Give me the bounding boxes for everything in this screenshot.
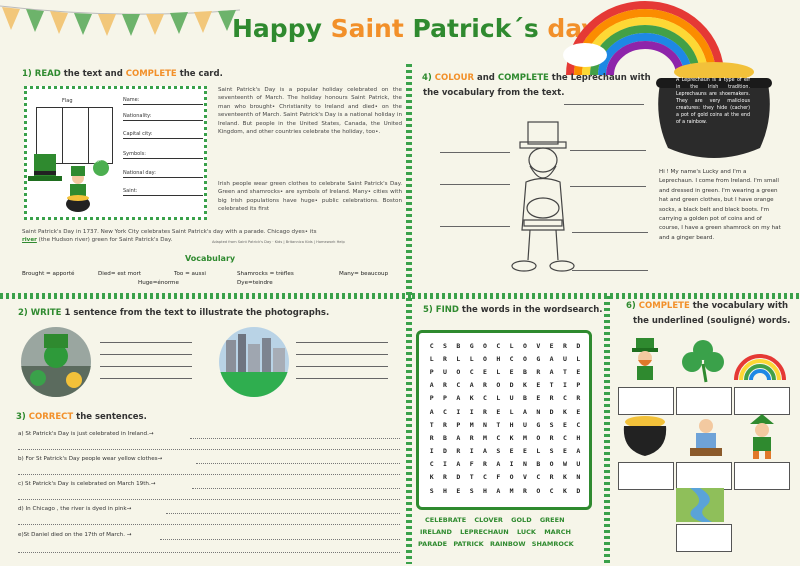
leprechaun-text: Hi ! My name's Lucky and I'm a Leprechaun. I come from Ireland. I'm small and dressed in green. I'm wearing a green hat and green clothes, but I have orange socks, a black belt and black boots. I'm carrying a golden pot of coins and of course, I have a green shamrock on my hat and a ginger beard. (659, 169, 781, 241)
wordsearch-cell[interactable]: K (562, 473, 567, 482)
answer-line[interactable] (296, 342, 388, 343)
wordsearch-grid[interactable] (416, 330, 592, 510)
wordsearch-cell[interactable]: K (469, 394, 474, 403)
answer-line[interactable] (296, 378, 388, 379)
wordsearch-row (425, 445, 585, 458)
wordsearch-cell[interactable]: E (509, 447, 514, 456)
divider (0, 293, 412, 299)
pot-of-gold-small-icon (620, 414, 670, 458)
section5-heading: 5) FIND the words in the wordsearch. (423, 305, 603, 315)
wordsearch-cell[interactable]: V (523, 473, 527, 482)
wordsearch-cell[interactable]: K (429, 473, 434, 482)
wordsearch-cell[interactable]: O (483, 341, 487, 350)
wordsearch-cell[interactable]: N (576, 473, 581, 482)
wordsearch-cell[interactable]: P (429, 367, 434, 376)
section4-heading-line2: the vocabulary from the text. (423, 88, 565, 98)
wordsearch-cell[interactable]: R (443, 354, 447, 363)
wordsearch-cell[interactable]: E (456, 486, 461, 495)
wordsearch-cell[interactable]: L (496, 367, 501, 376)
wordsearch-cell[interactable]: E (562, 447, 567, 456)
wordsearch-cell[interactable]: K (523, 381, 527, 390)
wordsearch-cell[interactable]: S (443, 341, 447, 350)
wordsearch-cell[interactable]: M (509, 486, 514, 495)
wordlist-row: IRELAND LEPRECHAUN LUCK MARCH (420, 528, 571, 536)
wordsearch-cell[interactable]: C (429, 341, 434, 350)
wordsearch-cell[interactable]: A (549, 367, 554, 376)
wordsearch-cell[interactable]: R (536, 367, 541, 376)
river-icon (676, 488, 724, 522)
wordsearch-cell[interactable]: H (443, 486, 447, 495)
wordsearch-cell[interactable]: U (443, 367, 447, 376)
wordsearch-cell[interactable]: C (549, 486, 554, 495)
chicago-river-photo (218, 326, 290, 398)
wordsearch-cell[interactable]: P (443, 394, 447, 403)
leprechaun-outline (506, 120, 586, 280)
wordsearch-cell[interactable]: I (469, 407, 474, 416)
section3-heading: 3) CORRECT the sentences. (16, 412, 147, 422)
wordsearch-row (425, 379, 585, 392)
wordsearch-cell[interactable]: A (456, 433, 461, 442)
wordsearch-cell[interactable]: A (523, 407, 527, 416)
reading-text-3: Saint Patrick's Day in 1737. New York City celebrates Saint Patrick's day with a parade. Chicago dyes• its (22, 229, 317, 235)
answer-line[interactable] (100, 354, 192, 355)
wordsearch-cell[interactable]: L (469, 354, 474, 363)
leprechaun-icon (624, 338, 666, 384)
wordsearch-cell[interactable]: R (443, 381, 447, 390)
wordsearch-cell[interactable]: D (576, 486, 581, 495)
wordsearch-cell[interactable]: O (549, 460, 554, 469)
card-saint-field: Saint: (123, 188, 203, 196)
wordsearch-cell[interactable]: C (429, 460, 434, 469)
wordsearch-cell[interactable]: A (549, 354, 554, 363)
wordsearch-cell[interactable]: R (456, 447, 461, 456)
wordsearch-cell[interactable]: I (469, 447, 474, 456)
correct-item: b) For St Patrick's Day people wear yellow clothes→ (18, 456, 163, 462)
wordsearch-cell[interactable]: K (509, 433, 514, 442)
wordsearch-cell[interactable]: B (536, 460, 541, 469)
wordsearch-cell[interactable]: A (483, 447, 487, 456)
vocab-box[interactable] (618, 462, 674, 490)
wordsearch-cell[interactable]: V (536, 341, 541, 350)
wordsearch-cell[interactable]: I (443, 460, 447, 469)
wordsearch-cell[interactable]: T (549, 381, 554, 390)
rainbow-icon (732, 348, 788, 380)
wordsearch-cell[interactable]: R (443, 420, 447, 429)
wordsearch-cell[interactable]: B (456, 341, 461, 350)
divider (604, 296, 610, 564)
wordsearch-cell[interactable]: L (496, 394, 501, 403)
wordsearch-cell[interactable]: K (562, 486, 567, 495)
wordsearch-cell[interactable]: U (509, 394, 514, 403)
wordsearch-row (425, 418, 585, 431)
wordsearch-cell[interactable]: C (576, 420, 581, 429)
wordsearch-cell[interactable]: E (523, 447, 527, 456)
wordsearch-cell[interactable]: I (509, 460, 514, 469)
wordsearch-cell[interactable]: F (496, 473, 501, 482)
source-credit: Adapted from Saint Patrick's Day · Kids | Britannica Kids | Homework Help (212, 240, 345, 244)
wordsearch-cell[interactable]: C (496, 341, 501, 350)
wordsearch-cell[interactable]: B (523, 394, 527, 403)
wordsearch-cell[interactable]: O (523, 354, 527, 363)
correct-item: c) St Patrick's Day is celebrated on March 19th.→ (18, 481, 156, 487)
bunting-decoration (0, 0, 240, 48)
shamrock-icon (680, 338, 726, 384)
wordsearch-cell[interactable]: N (536, 407, 541, 416)
wordsearch-cell[interactable]: P (576, 381, 581, 390)
wordlist-row: PARADE PATRICK RAINBOW SHAMROCK (418, 540, 574, 548)
wordsearch-cell[interactable]: D (456, 473, 461, 482)
label-line[interactable] (564, 104, 644, 105)
wordsearch-cell[interactable]: N (523, 460, 527, 469)
answer-line[interactable] (196, 463, 400, 464)
wordsearch-cell[interactable]: T (469, 473, 474, 482)
wordsearch-cell[interactable]: C (562, 433, 567, 442)
wordsearch-cell[interactable]: H (509, 420, 514, 429)
wordsearch-cell[interactable]: H (483, 486, 487, 495)
card-name-field: Name: (123, 97, 203, 105)
wordsearch-cell[interactable]: F (469, 460, 474, 469)
section1-heading: 1) READ the text and COMPLETE the card. (22, 69, 223, 79)
wordsearch-cell[interactable]: U (562, 354, 567, 363)
wordsearch-cell[interactable]: E (549, 341, 554, 350)
wordsearch-cell[interactable]: M (523, 433, 527, 442)
answer-line[interactable] (100, 366, 192, 367)
wordsearch-cell[interactable]: L (429, 354, 434, 363)
vocab-item: Many= beaucoup (339, 271, 389, 277)
wordsearch-cell[interactable]: S (469, 486, 474, 495)
wordsearch-cell[interactable]: L (509, 341, 514, 350)
correct-item: e)St Daniel died on the 17th of March. → (18, 532, 132, 538)
section6-heading: 6) COMPLETE the vocabulary with (626, 301, 789, 311)
wordsearch-cell[interactable]: S (549, 420, 554, 429)
wordsearch-cell[interactable]: O (509, 473, 514, 482)
wordsearch-cell[interactable]: G (536, 354, 541, 363)
shoemaker-icon (684, 416, 728, 460)
parade-photo (20, 326, 92, 398)
wordsearch-cell[interactable]: D (576, 341, 581, 350)
wordsearch-cell[interactable]: I (429, 447, 434, 456)
card-flag-label: Flag (62, 98, 73, 104)
wordsearch-cell[interactable]: E (496, 407, 501, 416)
wordsearch-cell[interactable]: A (456, 394, 461, 403)
wordsearch-cell[interactable]: C (562, 394, 567, 403)
wordsearch-cell[interactable]: K (562, 407, 567, 416)
wordsearch-cell[interactable]: E (509, 367, 514, 376)
wordsearch-row (425, 484, 585, 497)
wordsearch-cell[interactable]: D (509, 381, 514, 390)
vocab-item: Huge=énorme (138, 280, 179, 286)
vocab-box[interactable] (676, 462, 732, 490)
wordsearch-cell[interactable]: L (456, 354, 461, 363)
wordsearch-cell[interactable]: C (496, 433, 501, 442)
wordsearch-cell[interactable]: I (562, 381, 567, 390)
correct-item: a) St Patrick's Day is just celebrated in Ireland.→ (18, 431, 154, 437)
label-line[interactable] (570, 150, 646, 151)
vocab-box[interactable] (618, 387, 674, 415)
wordsearch-cell[interactable]: B (443, 433, 447, 442)
wordsearch-cell[interactable]: L (536, 447, 541, 456)
wordsearch-cell[interactable]: A (429, 407, 434, 416)
wordsearch-cell[interactable]: R (549, 433, 554, 442)
vocab-item: Dye=teindre (237, 280, 273, 286)
card-national-day-field: National day: (123, 170, 203, 178)
wordsearch-cell[interactable]: E (576, 407, 581, 416)
wordsearch-cell[interactable]: E (576, 367, 581, 376)
wordsearch-cell[interactable]: D (443, 447, 447, 456)
answer-line[interactable] (18, 449, 400, 450)
wordsearch-cell[interactable]: I (456, 407, 461, 416)
wordsearch-row (425, 365, 585, 378)
wordsearch-row (425, 458, 585, 471)
wordsearch-row (425, 339, 585, 352)
wordsearch-cell[interactable]: T (496, 420, 501, 429)
answer-line[interactable] (166, 513, 400, 514)
wordsearch-cell[interactable]: C (469, 367, 474, 376)
vocabulary-title: Vocabulary (185, 254, 236, 263)
wordlist-row: CELEBRATE CLOVER GOLD GREEN (425, 516, 565, 524)
answer-line[interactable] (296, 354, 388, 355)
vocab-box[interactable] (676, 524, 732, 552)
label-line[interactable] (440, 152, 510, 153)
wordsearch-cell[interactable]: C (456, 381, 461, 390)
wordsearch-cell[interactable]: R (483, 407, 487, 416)
wordsearch-cell[interactable]: A (496, 460, 501, 469)
lucky-label: Lucky (92, 154, 109, 166)
wordsearch-row (425, 471, 585, 484)
wordsearch-cell[interactable]: O (496, 381, 501, 390)
wordsearch-cell[interactable]: B (523, 367, 527, 376)
label-line[interactable] (440, 184, 510, 185)
wordsearch-cell[interactable]: E (536, 381, 541, 390)
wordsearch-cell[interactable]: D (549, 407, 554, 416)
vocab-item: Brought = apporté (22, 271, 75, 277)
label-line[interactable] (572, 270, 648, 271)
wordsearch-cell[interactable]: E (536, 394, 541, 403)
reading-text-2: Irish people wear green clothes to celebrate Saint Patrick's Day. Green and shamrocks• are symbols of Ireland. Many• cities with big Irish populations have huge• public celebrations. Boston celebrated its first (218, 181, 402, 213)
wordsearch-cell[interactable]: W (562, 460, 567, 469)
wordsearch-cell[interactable]: C (483, 394, 487, 403)
wordsearch-cell[interactable]: R (576, 394, 581, 403)
vocab-item: Shamrocks = trèfles (237, 271, 294, 277)
wordsearch-cell[interactable]: C (509, 354, 514, 363)
wordsearch-row (425, 431, 585, 444)
wordsearch-cell[interactable]: O (536, 433, 541, 442)
label-line[interactable] (572, 232, 648, 233)
wordsearch-cell[interactable]: M (483, 433, 487, 442)
wordsearch-cell[interactable]: O (456, 367, 461, 376)
wordsearch-cell[interactable]: R (483, 381, 487, 390)
wordsearch-cell[interactable]: O (523, 341, 527, 350)
answer-line[interactable] (18, 499, 400, 500)
answer-line[interactable] (18, 524, 400, 525)
wordsearch-cell[interactable]: A (429, 381, 434, 390)
wordsearch-cell[interactable]: C (483, 473, 487, 482)
wordsearch-cell[interactable]: U (523, 420, 527, 429)
wordsearch-cell[interactable]: A (456, 460, 461, 469)
pot-text: A Leprechaun is a type of elf in the Irish tradition. Leprechauns are shoemakers. They are very malicious creatures: they hide (cacher) a pot of gold coins at the end of a rainbow. (676, 78, 750, 125)
section6-heading-line2: the underlined (souligné) words. (633, 316, 791, 326)
wordsearch-cell[interactable]: C (536, 473, 541, 482)
wordsearch-cell[interactable]: L (509, 407, 514, 416)
wordsearch-cell[interactable]: R (429, 433, 434, 442)
wordsearch-cell[interactable]: G (536, 420, 541, 429)
wordsearch-cell[interactable]: O (483, 354, 487, 363)
label-line[interactable] (440, 226, 510, 227)
correct-item: d) In Chicago , the river is dyed in pink→ (18, 506, 132, 512)
vocab-box[interactable] (734, 387, 790, 415)
card-symbols-field: Symbols: (123, 151, 203, 159)
reading-text: Saint Patrick's Day is a popular holiday celebrated on the seventeenth of March. The holiday honours Saint Patrick, the man who brought• Christianity to Ireland and died• on the seventeenth of March. Saint Patrick's Day is a national holiday in Ireland. But people in the United States, Canada, the United Kingdom, and other countries celebrate the holiday, too•. (218, 87, 402, 136)
wordsearch-cell[interactable]: S (549, 447, 554, 456)
card-nationality-field: Nationality: (123, 113, 203, 121)
wordsearch-cell[interactable]: R (523, 486, 527, 495)
wordsearch-cell[interactable]: E (562, 420, 567, 429)
vocab-box[interactable] (676, 387, 732, 415)
wordsearch-cell[interactable]: M (469, 420, 474, 429)
answer-line[interactable] (160, 539, 400, 540)
answer-line[interactable] (100, 342, 192, 343)
label-line[interactable] (570, 186, 646, 187)
divider (406, 64, 412, 564)
wordsearch-cell[interactable]: S (496, 447, 501, 456)
section2-heading: 2) WRITE 1 sentence from the text to illustrate the photographs. (18, 308, 330, 318)
wordsearch-cell[interactable]: T (562, 367, 567, 376)
wordsearch-cell[interactable]: E (483, 367, 487, 376)
wordsearch-cell[interactable]: G (469, 341, 474, 350)
wordsearch-row (425, 405, 585, 418)
wordsearch-cell[interactable]: T (429, 420, 434, 429)
wordsearch-cell[interactable]: S (429, 486, 434, 495)
wordsearch-cell[interactable]: A (576, 447, 581, 456)
card-capital-field: Capital city: (123, 131, 203, 139)
wordsearch-cell[interactable]: P (456, 420, 461, 429)
answer-line[interactable] (296, 366, 388, 367)
wordsearch-cell[interactable]: R (443, 473, 447, 482)
wordsearch-cell[interactable]: H (576, 433, 581, 442)
wordsearch-cell[interactable]: A (469, 381, 474, 390)
wordsearch-row (425, 392, 585, 405)
answer-line[interactable] (100, 378, 192, 379)
wordsearch-cell[interactable]: N (483, 420, 487, 429)
vocab-box[interactable] (734, 462, 790, 490)
vocab-item: Too = aussi (174, 271, 206, 277)
answer-line[interactable] (18, 474, 400, 475)
wordsearch-cell[interactable]: R (549, 473, 554, 482)
wordsearch-cell[interactable]: U (576, 460, 581, 469)
elf-icon (742, 414, 782, 460)
answer-line[interactable] (192, 488, 400, 489)
reading-text-4: river (the Hudson river) green for Saint Patrick's Day. (22, 237, 173, 243)
answer-line[interactable] (18, 552, 400, 553)
page-title: Happy Saint Patrick´s day ! (232, 14, 618, 43)
wordsearch-cell[interactable]: R (562, 341, 567, 350)
wordsearch-cell[interactable]: R (483, 460, 487, 469)
wordsearch-cell[interactable]: R (469, 433, 474, 442)
wordsearch-cell[interactable]: L (576, 354, 581, 363)
section4-heading: 4) COLOUR and COMPLETE the Leprechaun with (422, 73, 651, 83)
vocab-item: Died= est mort (98, 271, 142, 277)
wordsearch-cell[interactable]: A (496, 486, 501, 495)
answer-line[interactable] (190, 438, 400, 439)
wordsearch-cell[interactable]: R (549, 394, 554, 403)
wordsearch-cell[interactable]: C (443, 407, 447, 416)
wordsearch-row (425, 352, 585, 365)
wordsearch-cell[interactable]: H (496, 354, 501, 363)
wordsearch-cell[interactable]: P (429, 394, 434, 403)
wordsearch-cell[interactable]: O (536, 486, 541, 495)
